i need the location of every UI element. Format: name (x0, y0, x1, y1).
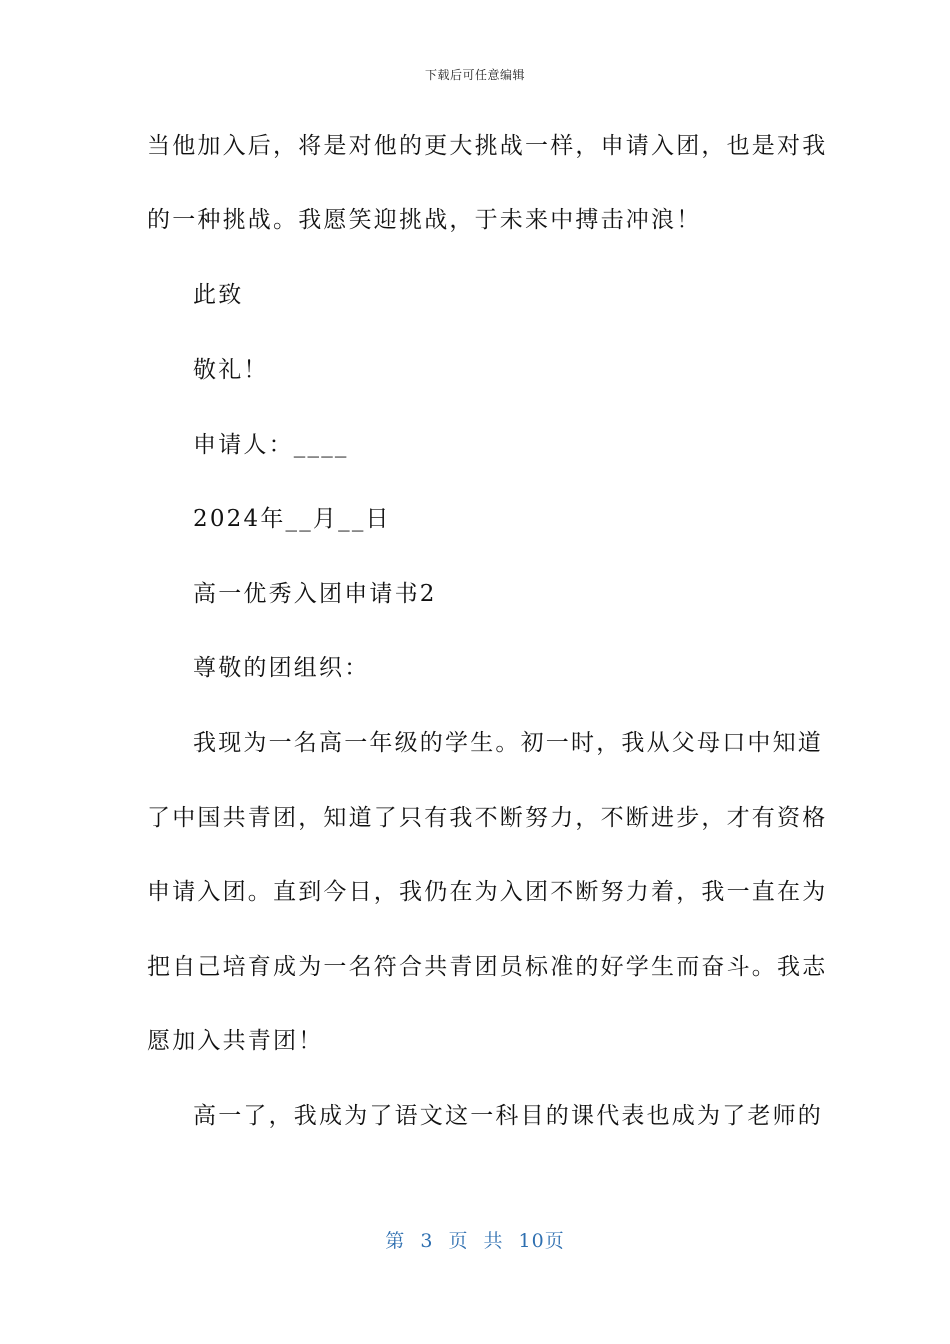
body-line: 的一种挑战。我愿笑迎挑战，于未来中搏击冲浪！ (147, 207, 702, 233)
body-line: 我现为一名高一年级的学生。初一时，我从父母口中知道 (193, 730, 823, 756)
body-line: 高一了，我成为了语文这一科目的课代表也成为了老师的 (193, 1103, 823, 1129)
applicant-line: 申请人：____ (193, 432, 349, 458)
body-line: 了中国共青团，知道了只有我不断努力，不断进步，才有资格 (147, 805, 828, 831)
body-line: 愿加入共青团！ (147, 1028, 324, 1054)
body-line: 当他加入后，将是对他的更大挑战一样，申请入团，也是对我 (147, 133, 828, 159)
body-line: 把自己培育成为一名符合共青团员标准的好学生而奋斗。我志 (147, 954, 828, 980)
closing-regards: 敬礼！ (193, 357, 269, 383)
body-line: 申请入团。直到今日，我仍在为入团不断努力着，我一直在为 (147, 879, 828, 905)
closing-salutation: 此致 (193, 282, 244, 308)
greeting-line: 尊敬的团组织： (193, 655, 370, 681)
date-line: 2024年__月__日 (193, 506, 391, 532)
page-header: 下载后可任意编辑 (424, 68, 525, 82)
section-title: 高一优秀入团申请书2 (193, 581, 437, 607)
page-number-footer: 第 3 页 共 10页 (385, 1230, 565, 1252)
